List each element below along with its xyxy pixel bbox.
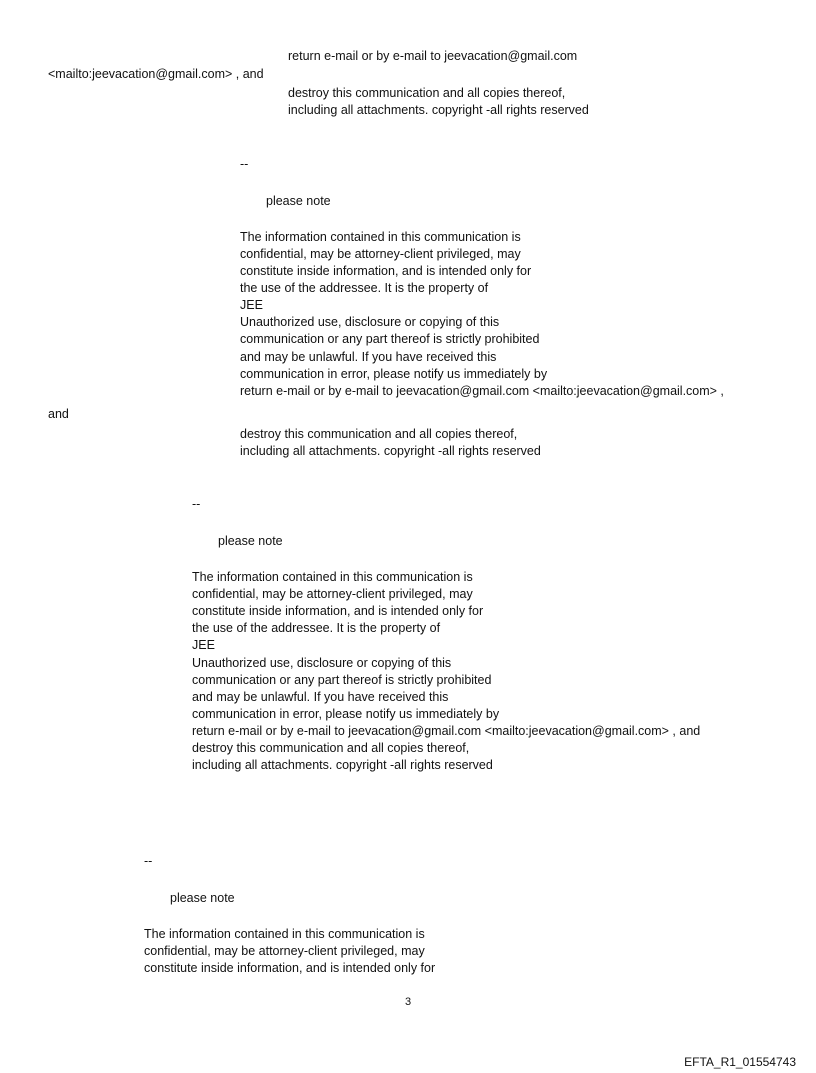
disclaimer-line: confidential, may be attorney-client privileged, may [144,944,425,958]
disclaimer-line: destroy this communication and all copies thereof, [240,427,518,441]
page-number: 3 [404,996,412,1008]
disclaimer-line: JEE [240,298,263,312]
disclaimer-line: The information contained in this communication is [192,570,473,584]
disclaimer-line: the use of the addressee. It is the property of [192,621,441,635]
disclaimer-line: destroy this communication and all copies thereof, [192,741,470,755]
disclaimer-line: constitute inside information, and is intended only for [144,961,436,975]
separator: -- [192,497,201,511]
disclaimer-line: including all attachments. copyright -all rights reserved [240,444,541,458]
disclaimer-line: The information contained in this communication is [144,927,425,941]
bates-number: EFTA_R1_01554743 [684,1055,796,1069]
disclaimer-line: communication or any part thereof is strictly prohibited [240,332,540,346]
separator: -- [144,854,153,868]
disclaimer-line: <mailto:jeevacation@gmail.com> , and [48,67,264,81]
disclaimer-line: including all attachments. copyright -all rights reserved [288,103,589,117]
disclaimer-line: Unauthorized use, disclosure or copying of this [192,656,452,670]
disclaimer-line: constitute inside information, and is intended only for [192,604,484,618]
disclaimer-line: communication in error, please notify us immediately by [240,367,548,381]
section-heading: please note [266,194,331,208]
disclaimer-line: confidential, may be attorney-client privileged, may [192,587,473,601]
disclaimer-line: and may be unlawful. If you have received this [240,350,497,364]
disclaimer-line: Unauthorized use, disclosure or copying of this [240,315,500,329]
disclaimer-line: confidential, may be attorney-client privileged, may [240,247,521,261]
separator: -- [240,157,249,171]
disclaimer-line: including all attachments. copyright -all rights reserved [192,758,493,772]
disclaimer-line: destroy this communication and all copies thereof, [288,86,566,100]
disclaimer-line: return e-mail or by e-mail to jeevacation@gmail.com <mailto:jeevacation@gmail.com> , and [192,724,701,738]
section-heading: please note [218,534,283,548]
disclaimer-line: JEE [192,638,215,652]
section-heading: please note [170,891,235,905]
disclaimer-line: communication in error, please notify us immediately by [192,707,500,721]
disclaimer-line: return e-mail or by e-mail to jeevacation@gmail.com [288,49,578,63]
disclaimer-line: and may be unlawful. If you have received this [192,690,449,704]
disclaimer-line: constitute inside information, and is intended only for [240,264,532,278]
disclaimer-line: and [48,407,69,421]
disclaimer-line: return e-mail or by e-mail to jeevacation@gmail.com <mailto:jeevacation@gmail.com> , [240,384,724,398]
disclaimer-line: the use of the addressee. It is the property of [240,281,489,295]
disclaimer-line: The information contained in this communication is [240,230,521,244]
disclaimer-line: communication or any part thereof is strictly prohibited [192,673,492,687]
